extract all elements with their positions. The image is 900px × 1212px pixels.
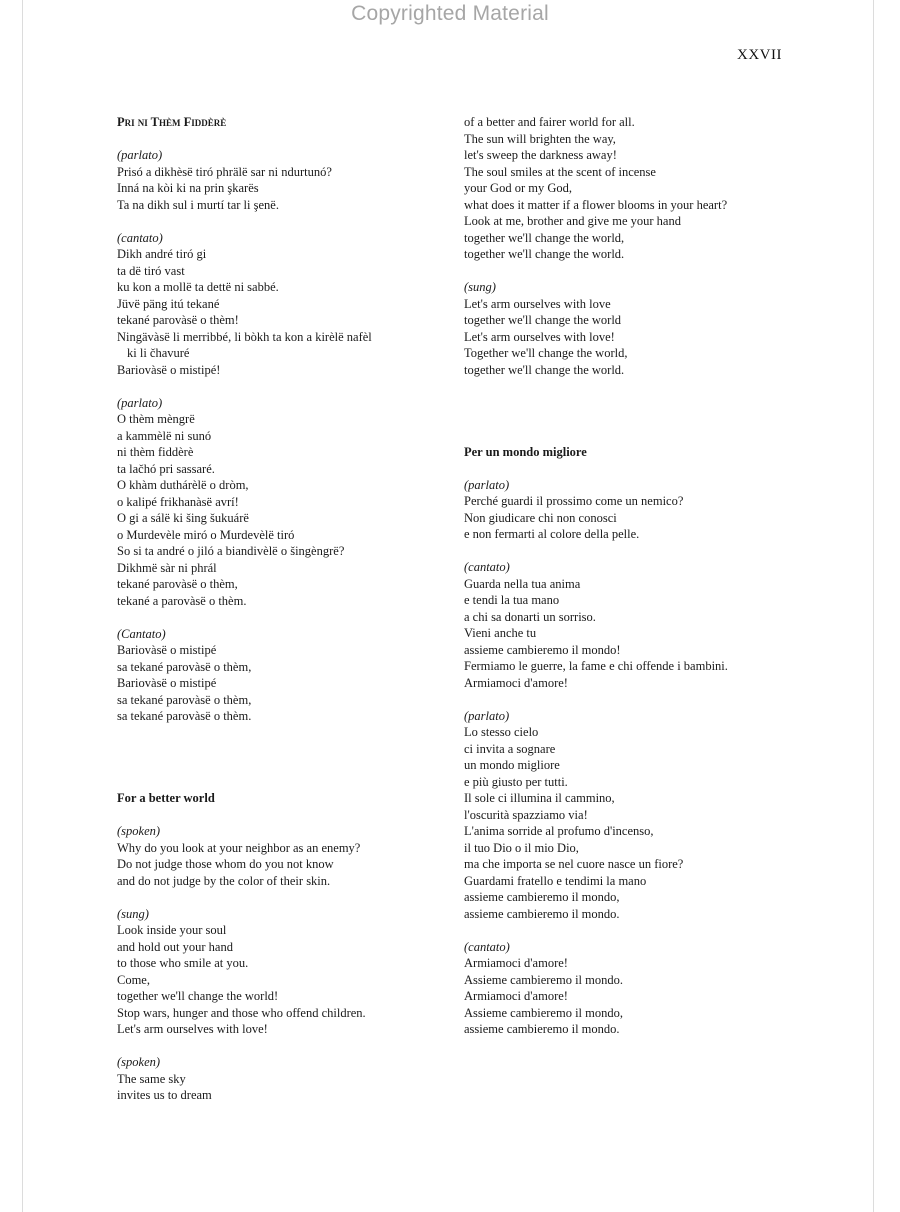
- lyric-line: and hold out your hand: [117, 939, 233, 954]
- lyric-line: tekané parovàsë o thèm,: [117, 577, 238, 591]
- lyric-line: Inná na kòi ki na prin şkarës: [117, 181, 259, 195]
- left-column: [117, 114, 447, 1120]
- lyric-line: un mondo migliore: [464, 758, 560, 772]
- lyric-line: Guardami fratello e tendimi la mano: [464, 873, 647, 888]
- lyric-line: The same sky: [117, 1071, 186, 1086]
- lyric-line: Il sole ci illumina il cammino,: [464, 791, 615, 805]
- lyric-line: O khàm duthárèlë o dròm,: [117, 478, 249, 492]
- lyric-line: what does it matter if a flower blooms in your heart?: [464, 197, 728, 212]
- section-title-italian: Per un mondo migliore: [464, 444, 587, 459]
- lyric-line: together we'll change the world,: [464, 230, 625, 245]
- lyric-line: tekané parovàsë o thèm!: [117, 313, 239, 327]
- lyric-line: a chi sa donarti un sorriso.: [464, 609, 596, 624]
- lyric-line: Lo stesso cielo: [464, 725, 539, 739]
- lyric-line: together we'll change the world!: [117, 989, 279, 1003]
- lyric-line: a kammèlë ni sunó: [117, 428, 212, 443]
- lyric-line: e tendi la tua mano: [464, 593, 560, 607]
- lyric-line: Come,: [117, 972, 150, 987]
- lyric-line: Dikhmë sàr ni phrál: [117, 560, 217, 575]
- lyric-line: Perché guardi il prossimo come un nemico?: [464, 494, 684, 508]
- stanza: [117, 626, 447, 725]
- performance-cue: (sung): [464, 280, 496, 294]
- lyric-line: together we'll change the world.: [464, 247, 625, 261]
- page-number: XXVII: [737, 47, 782, 63]
- stanza: [117, 395, 447, 610]
- lyric-line: Assieme cambieremo il mondo,: [464, 1005, 623, 1020]
- lyric-line: e non fermarti al colore della pelle.: [464, 527, 640, 541]
- performance-cue: (spoken): [117, 824, 161, 838]
- stanza: [464, 477, 784, 543]
- lyric-line: Do not judge those whom do you not know: [117, 857, 334, 871]
- lyric-line: invites us to dream: [117, 1088, 212, 1102]
- lyric-line: Armiamoci d'amore!: [464, 956, 568, 970]
- lyric-line: ma che importa se nel cuore nasce un fiore?: [464, 857, 684, 871]
- stanza: [464, 114, 784, 263]
- lyric-line: Bariovàsë o mistipé!: [117, 362, 221, 377]
- lyric-line: Prisó a dikhèsë tiró phrälë sar ni ndurtunó?: [117, 164, 332, 179]
- lyric-line: assieme cambieremo il mondo!: [464, 642, 621, 657]
- lyric-line: o Murdevèle miró o Murdevèlë tiró: [117, 527, 295, 542]
- lyric-line: O thèm mèngrë: [117, 412, 195, 426]
- section-title-romani-part2: Thèm Fiddèrè: [150, 115, 227, 129]
- lyric-line: Non giudicare chi non conosci: [464, 510, 617, 525]
- lyric-line: Bariovàsë o mistipé: [117, 676, 217, 690]
- stanza: [464, 279, 784, 378]
- section-title-romani: [117, 114, 447, 131]
- performance-cue: (parlato): [464, 708, 510, 723]
- performance-cue: (spoken): [117, 1055, 161, 1069]
- performance-cue: (parlato): [117, 148, 163, 162]
- watermark: Copyrighted Material: [351, 2, 549, 25]
- section-title-romani-part1: Pri ni: [117, 115, 151, 129]
- lyric-line: ki li čhavuré: [127, 346, 190, 360]
- lyric-line: Ta na dikh sul i murtí tar li şenë.: [117, 197, 279, 212]
- lyric-line: assieme cambieremo il mondo,: [464, 890, 620, 904]
- lyric-line: Why do you look at your neighbor as an enemy?: [117, 840, 361, 855]
- lyric-line: Bariovàsë o mistipé: [117, 643, 217, 657]
- lyric-line: So si ta andré o jiló a biandivèlë o šingèngrë?: [117, 544, 345, 558]
- lyric-line: l'oscurità spazziamo via!: [464, 807, 588, 822]
- lyric-line: Let's arm ourselves with love: [464, 296, 611, 311]
- lyric-line: Look inside your soul: [117, 923, 227, 937]
- lyric-line: sa tekané parovàsë o thèm.: [117, 709, 252, 723]
- section-title-english: For a better world: [117, 791, 215, 805]
- stanza: [464, 939, 784, 1038]
- lyric-line: The sun will brighten the way,: [464, 131, 616, 146]
- lyric-line: Vieni anche tu: [464, 626, 537, 640]
- lyric-line: Armiamoci d'amore!: [464, 675, 568, 690]
- english-lyrics-continued: [464, 114, 784, 378]
- lyric-line: assieme cambieremo il mondo.: [464, 1022, 620, 1036]
- stanza: [117, 230, 447, 379]
- lyric-line: ku kon a mollë ta dettë ni sabbé.: [117, 280, 279, 294]
- lyric-line: sa tekané parovàsë o thèm,: [117, 659, 252, 674]
- lyric-line: tekané a parovàsë o thèm.: [117, 593, 247, 608]
- english-lyrics: [117, 823, 447, 1104]
- lyric-line: The soul smiles at the scent of incense: [464, 164, 656, 179]
- lyric-line: Guarda nella tua anima: [464, 576, 581, 591]
- stanza: [464, 559, 784, 691]
- lyric-line: Let's arm ourselves with love!: [117, 1022, 268, 1036]
- lyric-line: Assieme cambieremo il mondo.: [464, 972, 623, 987]
- lyric-line: your God or my God,: [464, 181, 572, 195]
- italian-lyrics: [464, 477, 784, 1038]
- performance-cue: (parlato): [464, 477, 510, 492]
- lyric-line: Ningävàsë li merribbé, li bòkh ta kon a kirèlë nafèl: [117, 329, 372, 344]
- lyric-line: sa tekané parovàsë o thèm,: [117, 692, 252, 707]
- lyric-line: ni thèm fiddèrè: [117, 445, 194, 459]
- lyric-line: assieme cambieremo il mondo.: [464, 906, 620, 921]
- lyric-line: of a better and fairer world for all.: [464, 115, 635, 129]
- lyric-line: e più giusto per tutti.: [464, 774, 568, 789]
- performance-cue: (cantato): [117, 230, 163, 245]
- stanza: [117, 1054, 447, 1104]
- lyric-line: Together we'll change the world,: [464, 346, 628, 360]
- lyric-line: L'anima sorride al profumo d'incenso,: [464, 824, 654, 838]
- romani-lyrics: [117, 147, 447, 725]
- lyric-line: Dikh andré tiró gi: [117, 247, 207, 261]
- performance-cue: (cantato): [464, 939, 510, 954]
- lyric-line: and do not judge by the color of their skin.: [117, 873, 331, 888]
- lyric-line: to those who smile at you.: [117, 956, 249, 970]
- lyric-line: together we'll change the world: [464, 313, 622, 327]
- lyric-line: o kalipé frikhanàsë avrí!: [117, 494, 239, 509]
- lyric-line: O gi a sálë ki šing šukuárë: [117, 511, 249, 525]
- performance-cue: (Cantato): [117, 626, 166, 641]
- stanza: [117, 823, 447, 889]
- right-column: [464, 114, 784, 1054]
- lyric-line: ci invita a sognare: [464, 741, 556, 756]
- lyric-line: Fermiamo le guerre, la fame e chi offende i bambini.: [464, 659, 728, 673]
- lyric-line: together we'll change the world.: [464, 362, 625, 377]
- lyric-line: Armiamoci d'amore!: [464, 989, 568, 1003]
- performance-cue: (sung): [117, 906, 149, 921]
- stanza: [117, 147, 447, 213]
- lyric-line: ta lačhó pri sassaré.: [117, 461, 215, 476]
- stanza: [117, 906, 447, 1038]
- lyric-line: il tuo Dio o il mio Dio,: [464, 840, 579, 855]
- lyric-line: Let's arm ourselves with love!: [464, 329, 615, 344]
- lyric-line: Jüvë päng itú tekané: [117, 296, 220, 311]
- stanza: [464, 708, 784, 923]
- lyric-line: Look at me, brother and give me your hand: [464, 214, 681, 228]
- performance-cue: (cantato): [464, 560, 510, 574]
- lyric-line: let's sweep the darkness away!: [464, 148, 617, 162]
- lyric-line: ta dë tiró vast: [117, 263, 185, 278]
- performance-cue: (parlato): [117, 395, 163, 410]
- lyric-line: Stop wars, hunger and those who offend children.: [117, 1005, 366, 1020]
